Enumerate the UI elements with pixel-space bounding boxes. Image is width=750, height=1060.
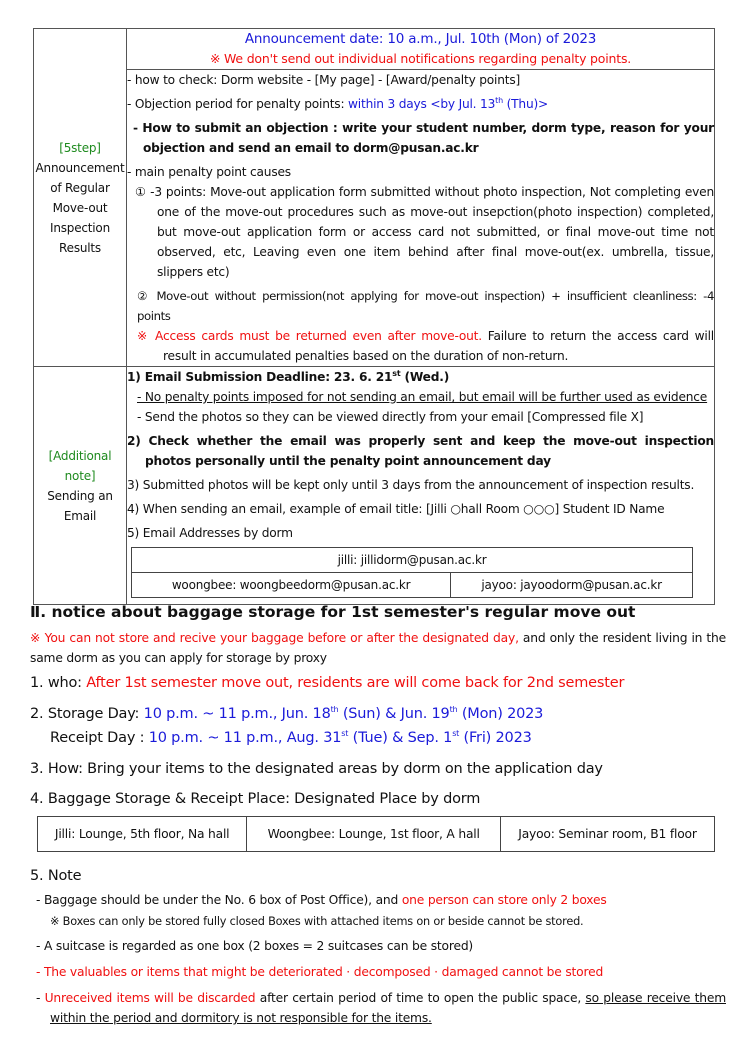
ordinal-suffix: th bbox=[330, 705, 339, 715]
warning-red: ※ You can not store and recive your baggage before or after the designated day, bbox=[30, 631, 519, 645]
email-deadline bbox=[127, 367, 714, 387]
who-value: After 1st semester move out, residents are will come back for 2nd semester bbox=[86, 675, 625, 691]
penalty-cause-1: ① -3 points: Move-out application form submitted without photo inspection, Not completing even one of the move-out procedures such as move-out insepction(photo inspection) completed, but move-out application form or access card not submitted, or final move-out time not observed, etc, Leaving even one item behind after final move-out(ex. umbrella, tissue, slippers etc) bbox=[135, 185, 714, 279]
note-suitcase: - A suitcase is regarded as one box (2 boxes = 2 suitcases can be stored) bbox=[36, 939, 474, 953]
who-item bbox=[30, 671, 726, 695]
ordinal-suffix: st bbox=[341, 729, 349, 739]
ordinal-suffix: th bbox=[495, 95, 503, 105]
access-card-warning: ※ Access cards must be returned even after move-out. bbox=[137, 329, 482, 343]
storage-value bbox=[144, 706, 544, 722]
note-box-limit: one person can store only 2 boxes bbox=[401, 893, 607, 907]
place-jayoo: Jayoo: Seminar room, B1 floor bbox=[501, 817, 715, 852]
submit-objection: - How to submit an objection : write your student number, dorm type, reason for your objection and send an email to dorm@pusan.ac.kr bbox=[133, 121, 714, 155]
ordinal-suffix: st bbox=[392, 368, 401, 378]
storage-date-c: (Mon) 2023 bbox=[457, 706, 544, 722]
objection-period-label: - Objection period for penalty points: bbox=[127, 97, 349, 111]
receipt-date-a: 10 p.m. ~ 11 p.m., Aug. 31 bbox=[148, 730, 342, 746]
objection-period-date: within 3 days <by Jul. 13 bbox=[348, 97, 496, 111]
step5-details-cell bbox=[127, 70, 715, 367]
announcement-header-cell bbox=[127, 29, 715, 70]
storage-date-a: 10 p.m. ~ 11 p.m., Jun. 18 bbox=[143, 706, 331, 722]
email-addresses-title: 5) Email Addresses by dorm bbox=[127, 526, 293, 540]
receipt-date-c: (Fri) 2023 bbox=[459, 730, 532, 746]
email-jayoo[interactable]: jayoo: jayoodorm@pusan.ac.kr bbox=[451, 573, 693, 598]
ordinal-suffix: st bbox=[452, 729, 460, 739]
step5-label-line: Move-out bbox=[52, 200, 108, 215]
photo-retention-note: 3) Submitted photos will be kept only until 3 days from the announcement of inspection results. bbox=[127, 478, 695, 492]
check-email-note: 2) Check whether the email was properly sent and keep the move-out inspection photos personally until the penalty point announcement day bbox=[127, 434, 714, 468]
place-woongbee: Woongbee: Lounge, 1st floor, A hall bbox=[247, 817, 501, 852]
objection-period bbox=[127, 94, 714, 114]
additional-note-label-cell bbox=[34, 367, 127, 605]
storage-label: 2. Storage Day: bbox=[30, 706, 144, 722]
move-out-info-table bbox=[33, 28, 715, 605]
note-dash: - bbox=[36, 991, 45, 1005]
note-unreceived bbox=[30, 988, 726, 1028]
email-title-example: 4) When sending an email, example of email title: [Jilli ○hall Room ○○○] Student ID Name bbox=[127, 502, 665, 516]
note-boxes-closed: ※ Boxes can only be stored fully closed Boxes with attached items on or beside cannot be stored. bbox=[50, 915, 584, 928]
additional-details-cell bbox=[127, 367, 715, 605]
storage-place-table bbox=[37, 816, 715, 852]
storage-day bbox=[30, 702, 726, 726]
section-2-title: Ⅱ. notice about baggage storage for 1st semester's regular move out bbox=[30, 603, 636, 621]
note-discard-warning: Unreceived items will be discarded bbox=[44, 991, 256, 1005]
dorm-email-table bbox=[131, 547, 693, 598]
place-jilli: Jilli: Lounge, 5th floor, Na hall bbox=[38, 817, 247, 852]
note-responsibility: so please receive them within the period and dormitory is not responsible for the items. bbox=[50, 991, 726, 1025]
no-penalty-note: - No penalty points imposed for not sending an email, but email will be further used as evidence bbox=[137, 390, 708, 404]
causes-title: - main penalty point causes bbox=[127, 165, 291, 179]
access-card-note bbox=[127, 326, 714, 366]
note-discard-detail: after certain period of time to open the public space, bbox=[255, 991, 586, 1005]
storage-date-b: (Sun) & Jun. 19 bbox=[338, 706, 450, 722]
access-card-detail: Failure to return the access card will result in accumulated penalties based on the duration of non-return. bbox=[163, 329, 714, 363]
ordinal-suffix: th bbox=[449, 705, 458, 715]
receipt-value bbox=[149, 730, 532, 746]
additional-tag: note] bbox=[64, 468, 96, 483]
who-label: 1. who: bbox=[30, 675, 87, 691]
note-box-size bbox=[30, 890, 726, 910]
how-to-check: - how to check: Dorm website - [My page] - [Award/penalty points] bbox=[127, 73, 521, 87]
additional-label-line: Email bbox=[63, 508, 97, 523]
receipt-day bbox=[30, 726, 746, 750]
step5-label-cell bbox=[34, 29, 127, 367]
step5-label-line: Inspection bbox=[50, 220, 110, 235]
no-notification-note: ※ We don't send out individual notifications regarding penalty points. bbox=[209, 51, 632, 66]
step5-label-line: Results bbox=[59, 240, 101, 255]
email-deadline-end: (Wed.) bbox=[400, 370, 450, 384]
receipt-date-b: (Tue) & Sep. 1 bbox=[348, 730, 453, 746]
step5-tag: [5step] bbox=[59, 140, 101, 155]
email-jilli[interactable]: jilli: jillidorm@pusan.ac.kr bbox=[132, 548, 693, 573]
additional-tag: [Additional bbox=[48, 448, 112, 463]
objection-period-value bbox=[348, 97, 548, 111]
note-valuables: - The valuables or items that might be deteriorated · decomposed · damaged cannot be stored bbox=[36, 965, 604, 979]
warning-rest: and only the resident living in the same dorm as you can apply for storage by proxy bbox=[30, 631, 726, 665]
section-2-warning bbox=[30, 628, 726, 668]
send-photos-note: - Send the photos so they can be viewed directly from your email [Compressed file X] bbox=[137, 410, 644, 424]
how-item: 3. How: Bring your items to the designated areas by dorm on the application day bbox=[30, 761, 603, 777]
step5-label-line: of Regular bbox=[50, 180, 110, 195]
email-deadline-text: 1) Email Submission Deadline: 23. 6. 21 bbox=[127, 370, 393, 384]
announcement-date: Announcement date: 10 a.m., Jul. 10th (Mon) of 2023 bbox=[244, 31, 597, 47]
additional-label-line: Sending an bbox=[47, 488, 113, 503]
note-title: 5. Note bbox=[30, 868, 82, 884]
penalty-cause-2: ② Move-out without permission(not applying for move-out inspection) + insufficient cleanliness: -4 points bbox=[137, 289, 714, 323]
place-title: 4. Baggage Storage & Receipt Place: Designated Place by dorm bbox=[30, 791, 481, 807]
receipt-label: Receipt Day : bbox=[50, 730, 149, 746]
step5-label-line: Announcement bbox=[35, 160, 125, 175]
objection-period-end: (Thu)> bbox=[502, 97, 549, 111]
email-woongbee[interactable]: woongbee: woongbeedorm@pusan.ac.kr bbox=[132, 573, 451, 598]
note-box-size-text: - Baggage should be under the No. 6 box of Post Office), and bbox=[36, 893, 402, 907]
